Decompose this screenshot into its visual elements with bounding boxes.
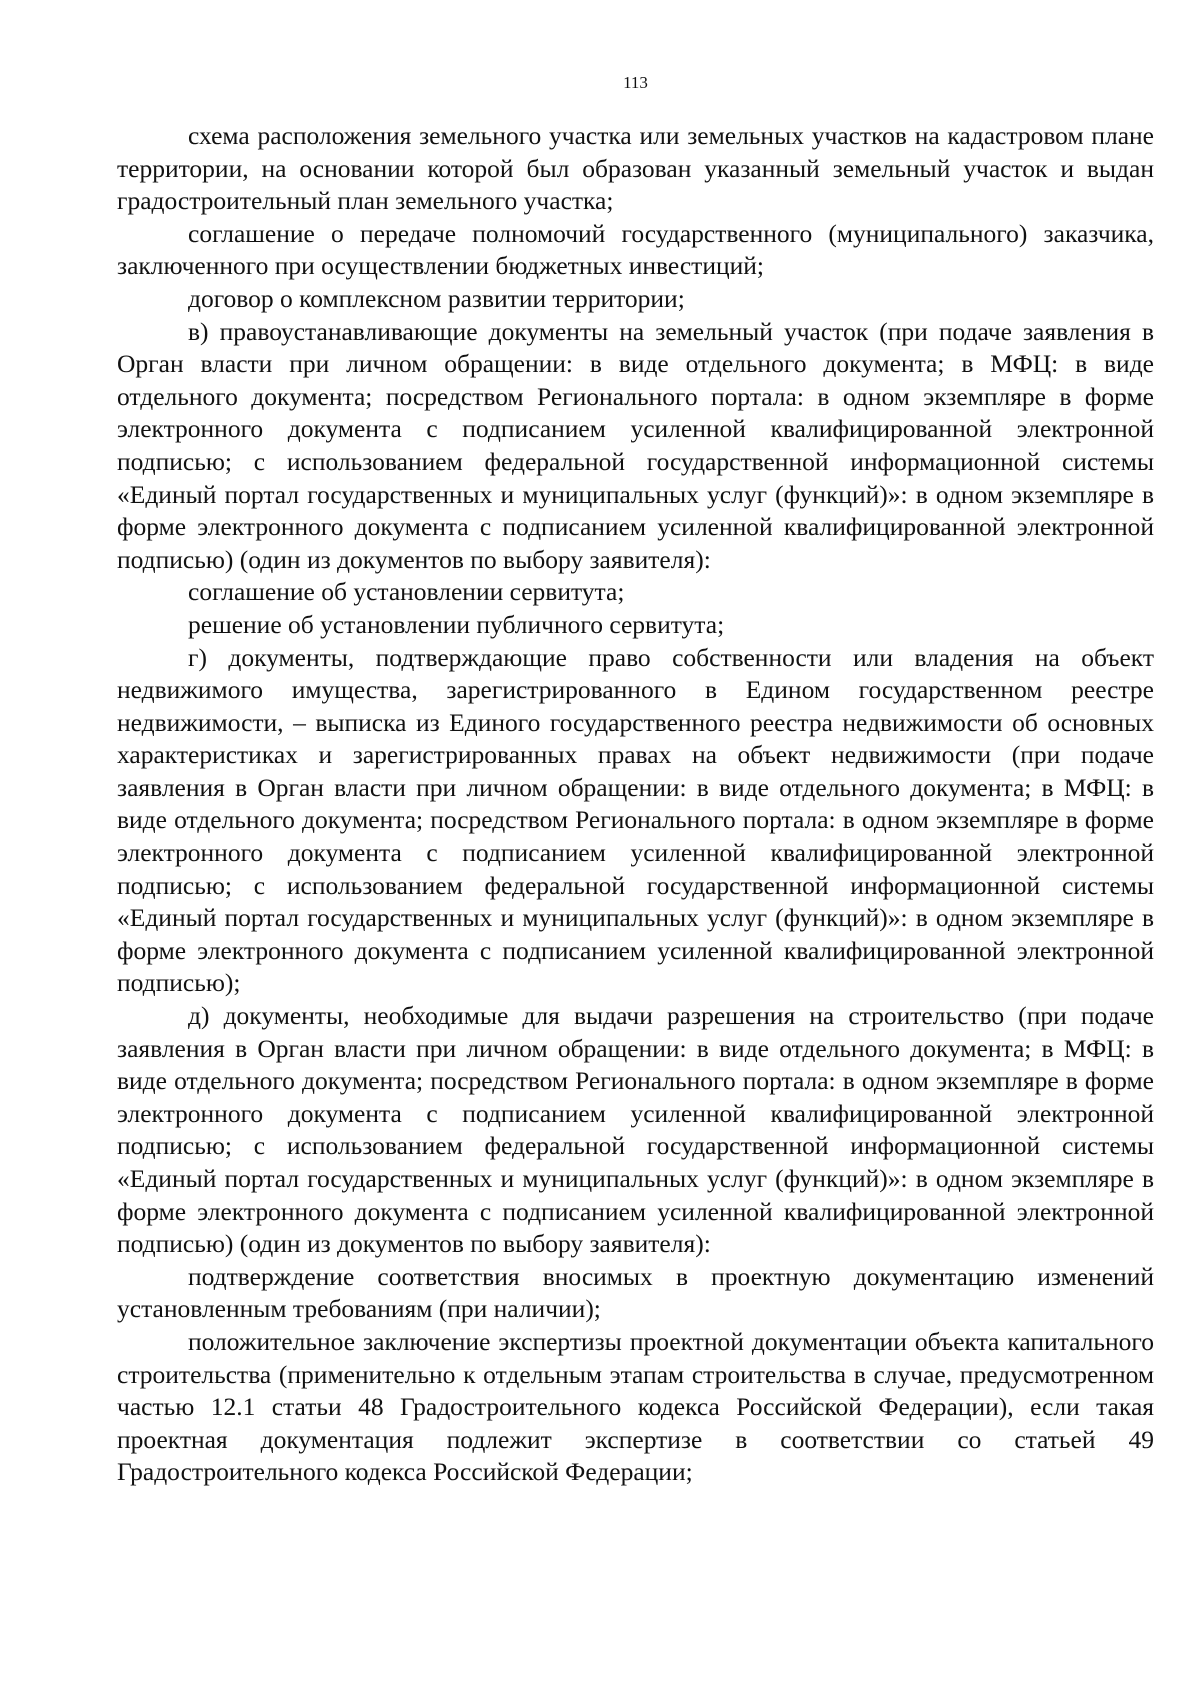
paragraph-item-d-permit-documents: д) документы, необходимые для выдачи разрешения на строительство (при подаче заявления в Орган власти при личном обращении: в виде отдельного документа; в МФЦ: в виде отдельного документа; посредством Регионального портала: в одном экземпляре в форме электронного документа с подписанием усиленной квалифицированной электронной подписью; с использованием федеральной государственной информационной системы «Единый портал государственных и муниципальных услуг (функций)»: в одном экземпляре в форме электронного документа с подписанием усиленной квалифицированной электронной подписью) (один из документов по выбору заявителя): (117, 1001, 1154, 1259)
paragraph-territory-development-contract: договор о комплексном развитии территории; (188, 283, 685, 313)
paragraph-compliance-confirmation: подтверждение соответствия вносимых в проектную документацию изменений установленным требованиям (при наличии); (117, 1261, 1154, 1324)
document-body (117, 120, 1154, 1489)
paragraph-authority-transfer-agreement: соглашение о передаче полномочий государственного (муниципального) заказчика, заключенного при осуществлении бюджетных инвестиций; (117, 218, 1154, 281)
paragraph-item-v-title-documents: в) правоустанавливающие документы на земельный участок (при подаче заявления в Орган власти при личном обращении: в виде отдельного документа; в МФЦ: в виде отдельного документа; посредством Регионального портала: в одном экземпляре в форме электронного документа с подписанием усиленной квалифицированной электронной подписью; с использованием федеральной государственной информационной системы «Единый портал государственных и муниципальных услуг (функций)»: в одном экземпляре в форме электронного документа с подписанием усиленной квалифицированной электронной подписью) (один из документов по выбору заявителя): (117, 316, 1154, 574)
document-page (117, 0, 1154, 1697)
paragraph-servitude-agreement: соглашение об установлении сервитута; (188, 577, 625, 607)
page-number: 113 (623, 73, 648, 92)
paragraph-expertise-conclusion: положительное заключение экспертизы проектной документации объекта капитального строительства (применительно к отдельным этапам строительства в случае, предусмотренном частью 12.1 статьи 48 Градостроительного кодекса Российской Федерации), если такая проектная документация подлежит экспертизе в соответствии со статьей 49 Градостроительного кодекса Российской Федерации; (117, 1326, 1154, 1487)
paragraph-land-plot-scheme: схема расположения земельного участка или земельных участков на кадастровом плане территории, на основании которой был образован указанный земельный участок и выдан градостроительный план земельного участка; (117, 121, 1154, 216)
paragraph-item-g-ownership-documents: г) документы, подтверждающие право собственности или владения на объект недвижимого имущества, зарегистрированного в Едином государственном реестре недвижимости, – выписка из Единого государственного реестра недвижимости об основных характеристиках и зарегистрированных правах на объект недвижимости (при подаче заявления в Орган власти при личном обращении: в виде отдельного документа; в МФЦ: в виде отдельного документа; посредством Регионального портала: в одном экземпляре в форме электронного документа с подписанием усиленной квалифицированной электронной подписью; с использованием федеральной государственной информационной системы «Единый портал государственных и муниципальных услуг (функций)»: в одном экземпляре в форме электронного документа с подписанием усиленной квалифицированной электронной подписью); (117, 642, 1154, 998)
paragraph-public-servitude-decision: решение об установлении публичного сервитута; (188, 609, 725, 639)
